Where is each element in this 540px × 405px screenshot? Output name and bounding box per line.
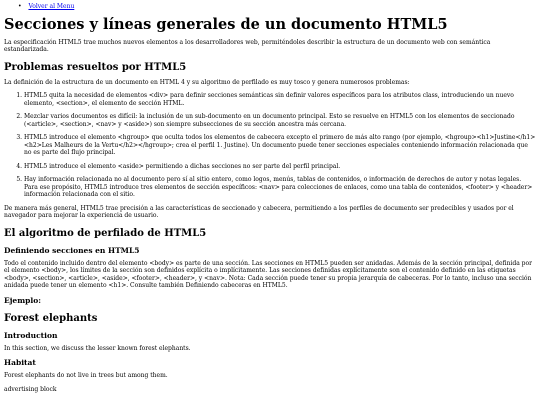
advertising-block: advertising block [4,385,57,393]
problems-list [4,92,536,199]
algorithm-text: Todo el contenido incluido dentro del elemento <body> es parte de una sección. Las secciones en HTML5 pueden ser anidadas. Además de la sección principal, definida por el elemento <body>, los límites de la sección son definidos explícita o implícitamente. Las secciones definidas explícitamente son el contenido definido en las etiquetas <body>, <section>, <article>, <aside>, <footer>, <header>, y <nav>. Nota: Cada sección puede tener su propia jerarquía de cabeceras. Por lo tanto, incluso una sección anidada puede tener un elemento <h1>. Consulte también Definiendo cabeceras en HTML5. [4,259,533,289]
problem-item: 3. HTML5 introduce el elemento <hgroup> que oculta todos los elementos de cabecera excepto el primero de más alto rango (por ejemplo, <hgroup><h1>Justine</h1><h2>Les Malheurs de la Vertu</h2></hgroup>; crea el perfil 1. Justine). Un documento puede tener secciones especiales conteniendo información relacionada que no es parte del flujo principal. [24,134,536,157]
example-section-heading: Introduction [4,330,58,340]
problems-lead: La definición de la estructura de un documento en HTML 4 y su algoritmo de perfilado es muy tosco y genera numerosos problemas: [4,78,410,86]
algorithm-heading: El algoritmo de perfilado de HTML5 [4,227,207,239]
intro-paragraph: La especificación HTML5 trae muchos nuevos elementos a los desarrolladores web, permiténdoles describir la estructura de un documento web con semántica estandarizada. [4,38,491,53]
algorithm-subheading: Definiendo secciones en HTML5 [4,245,140,255]
example-section-text: In this section, we discuss the lesser known forest elephants. [4,344,191,352]
example-title: Forest elephants [4,312,98,324]
back-to-menu-link[interactable]: Volver al Menu [28,3,75,10]
problem-item: 1. HTML5 quita la necesidad de elementos <div> para definir secciones semánticas sin definir valores específicos para los atributos class, introduciendo un nuevo elemento, <section>, el elemento de sección HTML. [24,92,536,107]
example-section-text: Forest elephants do not live in trees but among them. [4,372,168,379]
problems-closing: De manera más general, HTML5 trae precisión a las características de seccionado y cabecera, permitiendo a los perfiles de documento ser predecibles y usados por el navegador para mejorar la experiencia de usuario. [4,204,514,219]
problem-item: 2. Mezclar varios documentos es difícil: la inclusión de un sub-documento en un documento principal. Esto se resuelve en HTML5 con los elementos de seccionado (<article>, <section>, <nav> y <aside>) son siempre subsecciones de su sección ancestra más cercana. [24,113,536,128]
page-title: Secciones y líneas generales de un documento HTML5 [4,15,448,33]
problems-heading: Problemas resueltos por HTML5 [4,61,187,73]
nav-list [18,3,536,11]
problem-item: 4. HTML5 introduce el elemento <aside> permitiendo a dichas secciones no ser parte del perfil principal. [24,163,536,171]
nav-item [18,3,536,11]
problem-item: 5. Hay información relacionada no al documento pero sí al sitio entero, como logos, menús, tablas de contenidos, o información de derechos de autor y notas legales. Para ese propósito, HTML5 introduce tres elementos de sección específicos: <nav> para colecciones de enlaces, como una tabla de contenidos, <footer> y <header> información relacionada con el sitio. [24,176,536,199]
example-section-heading: Habitat [4,358,36,367]
example-label: Ejemplo: [4,295,42,305]
